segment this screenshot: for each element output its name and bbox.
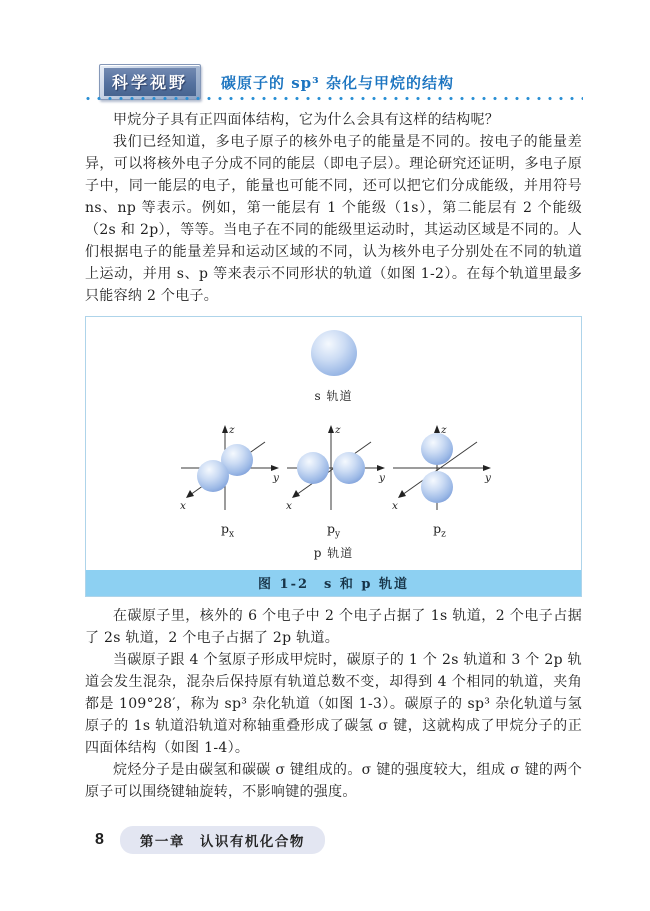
y-axis-label: y	[272, 472, 279, 484]
orbital-lobe	[197, 460, 229, 492]
p-orbitals-group-label: p 轨道	[313, 545, 354, 560]
chapter-pill: 第一章 认识有机化合物	[120, 826, 325, 854]
s-orbital-area	[86, 317, 581, 404]
dotted-divider	[86, 96, 583, 101]
orbital-lobe	[421, 433, 453, 465]
p-orbital-diagram-px	[173, 418, 283, 540]
body-content	[85, 109, 582, 803]
p-orbital-diagram-pz	[385, 418, 495, 540]
orbital-lobe	[297, 452, 329, 484]
page-footer	[95, 826, 325, 854]
pz-label-base: p	[433, 521, 442, 536]
py-label	[326, 521, 341, 540]
y-arrowhead	[271, 465, 279, 471]
x-axis-label: x	[391, 500, 398, 512]
x-axis-label: x	[285, 500, 292, 512]
p-orbital-diagram-py	[279, 418, 389, 540]
px-label-base: p	[220, 521, 229, 536]
page-number: 8	[95, 831, 104, 848]
s-orbital-label: s 轨道	[314, 389, 353, 403]
z-arrowhead	[222, 425, 228, 433]
py-label-sub: y	[334, 529, 341, 540]
s-orbital-sphere	[311, 330, 357, 376]
section-header	[99, 64, 454, 100]
y-arrowhead	[377, 465, 385, 471]
pz-orbital-svg	[385, 418, 495, 518]
science-vision-badge-label: 科学视野	[104, 68, 196, 96]
orbital-lobe	[333, 452, 365, 484]
y-axis-label: y	[378, 472, 385, 484]
paragraph-energy-levels: 我们已经知道，多电子原子的核外电子的能量是不同的。按电子的能量差异，可以将核外电子分成不同的能层（即电子层）。理论研究还证明，多电子原子中，同一能层的电子，能量也可能不同，还可以把它们分成能级，并用符号 ns、np 等表示。例如，第一能层有 1 个能级（1s），第二能层有 2 个能级（2s 和 2p），等等。当电子在不同的能级里运动时，其运动区域是不同的。人们根据电子的能量差异和运动区域的不同，认为核外电子分别处在不同的轨道上运动，并用 s、p 等来表示不同形状的轨道（如图 1-2）。在每个轨道里最多只能容纳 2 个电子。	[85, 134, 582, 304]
z-axis-label: z	[228, 424, 235, 436]
px-label	[220, 521, 235, 540]
x-arrowhead	[292, 490, 300, 498]
z-arrowhead	[434, 425, 440, 433]
y-arrowhead	[483, 465, 491, 471]
paragraph-carbon-electrons: 在碳原子里，核外的 6 个电子中 2 个电子占据了 1s 轨道，2 个电子占据了 2s 轨道，2 个电子占据了 2p 轨道。	[85, 608, 582, 646]
page-title: 碳原子的 sp³ 杂化与甲烷的结构	[221, 73, 454, 92]
y-axis-label: y	[484, 472, 491, 484]
p-orbitals-row	[86, 418, 581, 540]
x-arrowhead	[398, 490, 406, 498]
figure-caption: 图 1-2 s 和 p 轨道	[86, 570, 581, 596]
z-arrowhead	[328, 425, 334, 433]
pz-label	[433, 521, 446, 540]
figure-1-2	[85, 316, 582, 597]
pz-label-sub: z	[441, 529, 446, 540]
paragraph-question: 甲烷分子具有正四面体结构，它为什么会具有这样的结构呢？	[113, 112, 500, 128]
z-axis-label: z	[440, 424, 447, 436]
z-axis-label: z	[334, 424, 341, 436]
px-orbital-svg	[173, 418, 283, 518]
science-vision-badge	[99, 64, 201, 100]
paragraph-hybridization: 当碳原子跟 4 个氢原子形成甲烷时，碳原子的 1 个 2s 轨道和 3 个 2p 轨道会发生混杂，混杂后保持原有轨道总数不变，却得到 4 个相同的轨道，夹角都是 109°28′，称为 sp³ 杂化轨道（如图 1-3）。碳原子的 sp³ 杂化轨道与氢原子的 1s 轨道沿轨道对称轴重叠形成了碳氢 σ 键，这就构成了甲烷分子的正四面体结构（如图 1-4）。	[85, 652, 582, 756]
paragraph-sigma-bonds: 烷烃分子是由碳氢和碳碳 σ 键组成的。σ 键的强度较大，组成 σ 键的两个原子可以围绕键轴旋转，不影响键的强度。	[85, 762, 582, 800]
py-label-base: p	[326, 521, 335, 536]
orbital-lobe	[421, 471, 453, 503]
x-arrowhead	[186, 490, 194, 498]
x-axis-label: x	[179, 500, 186, 512]
py-orbital-svg	[279, 418, 389, 518]
px-label-sub: x	[228, 529, 235, 540]
